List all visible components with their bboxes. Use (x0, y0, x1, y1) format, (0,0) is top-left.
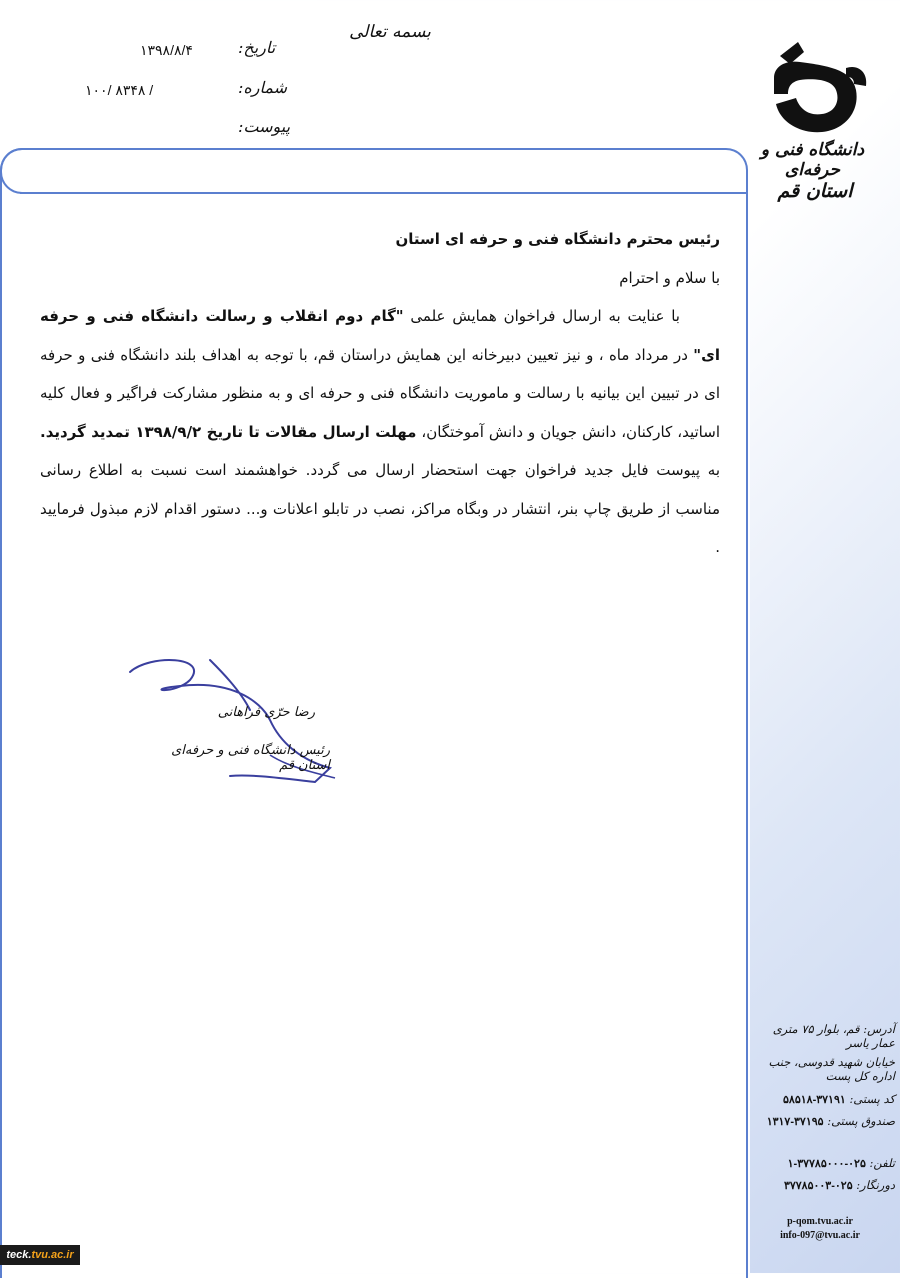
conference-title: "گام دوم انقلاب و رسالت دانشگاه فنی و حرفه ای" (40, 307, 720, 364)
phone-value: ۰۲۵-۳۷۷۸۵۰۰۰-۱ (787, 1158, 866, 1170)
frame-divider (20, 192, 748, 194)
fax-label: دورنگار: (856, 1178, 895, 1192)
watermark-prefix: teck. (6, 1249, 32, 1261)
postal-code (755, 1092, 895, 1106)
po-box-value: ۳۷۱۹۵-۱۳۱۷ (766, 1116, 824, 1128)
greeting: با سلام و احترام (619, 268, 720, 287)
number-value: / ۸۳۴۸ /۱۰۰ (85, 82, 154, 98)
po-box (755, 1114, 895, 1128)
basmala: بسمه تعالی (349, 22, 431, 42)
number-label: شماره: (238, 78, 288, 97)
paragraph-text-3: به پیوست فایل جدید فراخوان جهت استحضار ارسال می گردد. خواهشمند است نسبت به اطلاع رسانی مناسب از طریق چاپ بنر، انتشار در وبگاه مراکز، نصب در تابلو اعلانات و... دستور اقدام لازم مبذول فرمایید . (40, 461, 720, 556)
po-box-label: صندوق پستی: (827, 1114, 895, 1128)
phone (755, 1156, 895, 1170)
signatory-name: رضا حرّی فراهانی (217, 705, 315, 720)
watermark-domain: tvu.ac.ir (31, 1249, 74, 1261)
email-link[interactable]: info-097@tvu.ac.ir (780, 1230, 860, 1241)
signature-scribble (120, 650, 350, 800)
letter-body (40, 220, 720, 567)
signatory-title: رئیس دانشگاه فنی و حرفه‌ای استان قم (171, 743, 330, 773)
postal-code-label: کد پستی: (849, 1092, 895, 1106)
paragraph-text-1: با عنایت به ارسال فراخوان همایش علمی (403, 307, 680, 325)
attachment-label: پیوست: (238, 117, 291, 136)
recipient: رئیس محترم دانشگاه فنی و حرفه ای استان (395, 230, 720, 248)
watermark-badge[interactable] (0, 1245, 80, 1265)
letter-paragraph (40, 297, 720, 567)
deadline-extension: مهلت ارسال مقالات تا تاریخ ۱۳۹۸/۹/۲ تمدید گردید. (40, 422, 417, 441)
paragraph-text-2: در مرداد ماه ، و نیز تعیین دبیرخانه این همایش دراستان قم، با توجه به اهداف بلند دانشگاه فنی و حرفه ای در تبیین این بیانیه با رسالت و ماموریت دانشگاه فنی و حرفه ای و به منظور مشارکت فراگیر و فعال کلیه اساتید، کارکنان، دانش جویان و دانش آموختگان، (40, 345, 720, 441)
postal-code-value: ۳۷۱۹۱-۵۸۵۱۸ (783, 1094, 846, 1106)
logo-text-province: استان قم (777, 180, 853, 202)
address-line-2: خیابان شهید قدوسی، جنب اداره کل پست (768, 1055, 895, 1083)
date-value: ۱۳۹۸/۸/۴ (140, 42, 193, 58)
fax (755, 1178, 895, 1192)
fax-value: ۰۲۵-۳۷۷۸۵۰۰۳ (783, 1180, 853, 1192)
date-label: تاریخ: (238, 38, 276, 57)
website-link[interactable]: p-qom.tvu.ac.ir (787, 1216, 853, 1227)
logo-text-university: دانشگاه فنی و حرفه‌ای (760, 140, 865, 180)
address-line-1: آدرس: قم، بلوار ۷۵ متری عمار یاسر (772, 1022, 895, 1050)
phone-label: تلفن: (869, 1156, 895, 1170)
